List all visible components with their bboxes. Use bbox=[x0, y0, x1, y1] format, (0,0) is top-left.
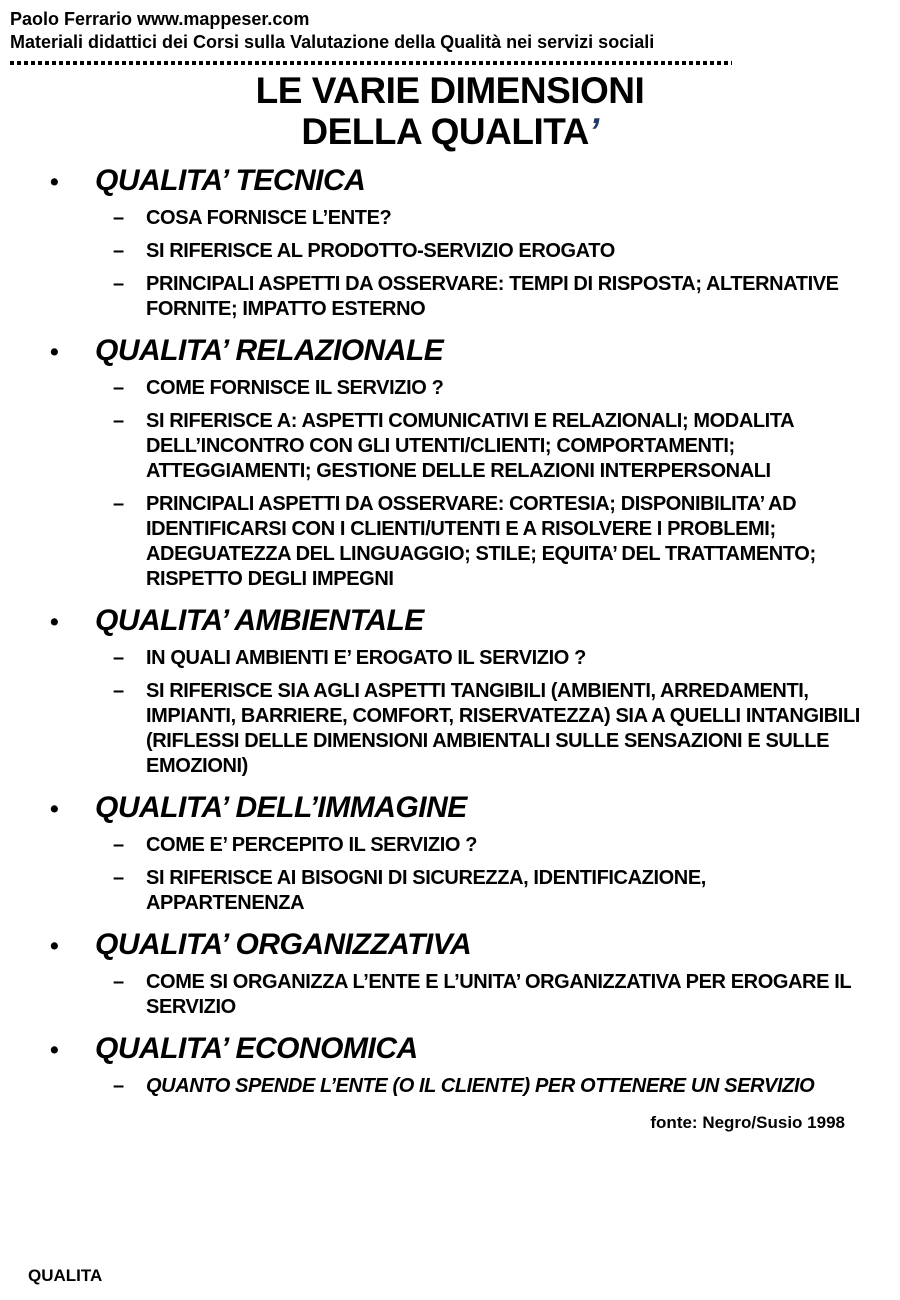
section-heading: QUALITA’ ORGANIZZATIVA bbox=[95, 928, 472, 961]
page-title-line2-text: DELLA QUALITA bbox=[301, 111, 589, 152]
list-item-text: COSA FORNISCE L’ENTE? bbox=[146, 207, 392, 229]
dash-icon: – bbox=[113, 1075, 125, 1097]
footer-label: QUALITA bbox=[28, 1266, 103, 1285]
dash-icon: – bbox=[113, 493, 125, 515]
dash-icon: – bbox=[113, 410, 125, 432]
section-heading-row bbox=[0, 1032, 900, 1066]
bullet-icon: • bbox=[50, 168, 59, 196]
title-apostrophe: ’ bbox=[588, 111, 599, 152]
section-heading-row bbox=[0, 164, 900, 198]
dashed-divider bbox=[10, 61, 732, 65]
dash-icon: – bbox=[113, 207, 125, 229]
page-title-line2 bbox=[0, 111, 900, 152]
bullet-icon: • bbox=[50, 338, 59, 366]
dash-icon: – bbox=[113, 971, 125, 993]
source-note: fonte: Negro/Susio 1998 bbox=[650, 1113, 845, 1132]
dash-icon: – bbox=[113, 834, 125, 856]
list-item bbox=[0, 679, 900, 779]
dash-icon: – bbox=[113, 240, 125, 262]
list-item bbox=[0, 970, 900, 1020]
list-item bbox=[0, 1074, 900, 1099]
document-header bbox=[0, 0, 900, 54]
section-qualita-relazionale bbox=[0, 334, 900, 592]
section-qualita-dell-immagine bbox=[0, 791, 900, 916]
list-item bbox=[0, 376, 900, 401]
list-item-text: PRINCIPALI ASPETTI DA OSSERVARE: TEMPI DI RISPOSTA; ALTERNATIVE FORNITE; IMPATTO ESTERNO bbox=[146, 273, 839, 320]
dash-icon: – bbox=[113, 867, 125, 889]
section-heading: QUALITA’ AMBIENTALE bbox=[95, 604, 424, 637]
list-item-text: QUANTO SPENDE L’ENTE (O IL CLIENTE) PER OTTENERE UN SERVIZIO bbox=[146, 1075, 815, 1097]
list-item-text: IN QUALI AMBIENTI E’ EROGATO IL SERVIZIO ? bbox=[146, 647, 586, 669]
section-heading: QUALITA’ ECONOMICA bbox=[95, 1032, 418, 1065]
bullet-icon: • bbox=[50, 795, 59, 823]
list-item-text: PRINCIPALI ASPETTI DA OSSERVARE: CORTESIA; DISPONIBILITA’ AD IDENTIFICARSI CON I CLIENTI/UTENTI E A RISOLVERE I PROBLEMI; ADEGUATEZZA DEL LINGUAGGIO; STILE; EQUITA’ DEL TRATTAMENTO; RISPETTO DEGLI IMPEGNI bbox=[146, 493, 816, 590]
section-heading: QUALITA’ DELL’IMMAGINE bbox=[95, 791, 467, 824]
section-heading: QUALITA’ TECNICA bbox=[95, 164, 366, 197]
section-heading-row bbox=[0, 334, 900, 368]
dash-icon: – bbox=[113, 680, 125, 702]
list-item bbox=[0, 866, 900, 916]
list-item-text: COME E’ PERCEPITO IL SERVIZIO ? bbox=[146, 834, 478, 856]
section-qualita-organizzativa bbox=[0, 928, 900, 1020]
list-item bbox=[0, 239, 900, 264]
list-item bbox=[0, 272, 900, 322]
bullet-icon: • bbox=[50, 608, 59, 636]
list-item-text: SI RIFERISCE SIA AGLI ASPETTI TANGIBILI (AMBIENTI, ARREDAMENTI, IMPIANTI, BARRIERE, COMFORT, RISERVATEZZA) SIA A QUELLI INTANGIBILI (RIFLESSI DELLE DIMENSIONI AMBIENTALI SULLE SENSAZIONI E SULLE EMOZIONI) bbox=[146, 680, 860, 777]
bullet-icon: • bbox=[50, 932, 59, 960]
list-item-text: COME SI ORGANIZZA L’ENTE E L’UNITA’ ORGANIZZATIVA PER EROGARE IL SERVIZIO bbox=[146, 971, 851, 1018]
section-qualita-economica bbox=[0, 1032, 900, 1099]
list-item bbox=[0, 833, 900, 858]
list-item-text: SI RIFERISCE A: ASPETTI COMUNICATIVI E RELAZIONALI; MODALITA DELL’INCONTRO CON GLI UTENTI/CLIENTI; COMPORTAMENTI; ATTEGGIAMENTI; GESTIONE DELLE RELAZIONI INTERPERSONALI bbox=[146, 410, 794, 482]
bullet-icon: • bbox=[50, 1036, 59, 1064]
dash-icon: – bbox=[113, 377, 125, 399]
section-qualita-ambientale bbox=[0, 604, 900, 779]
list-item-text: COME FORNISCE IL SERVIZIO ? bbox=[146, 377, 444, 399]
list-item bbox=[0, 409, 900, 484]
list-item bbox=[0, 492, 900, 592]
page-title bbox=[0, 70, 900, 152]
dash-icon: – bbox=[113, 273, 125, 295]
list-item bbox=[0, 206, 900, 231]
section-heading-row bbox=[0, 928, 900, 962]
section-heading-row bbox=[0, 604, 900, 638]
section-heading: QUALITA’ RELAZIONALE bbox=[95, 334, 444, 367]
dash-icon: – bbox=[113, 647, 125, 669]
bullet-list bbox=[0, 164, 900, 1099]
header-subtitle-line: Materiali didattici dei Corsi sulla Valutazione della Qualità nei servizi sociali bbox=[10, 32, 655, 52]
section-heading-row bbox=[0, 791, 900, 825]
list-item-text: SI RIFERISCE AL PRODOTTO-SERVIZIO EROGATO bbox=[146, 240, 615, 262]
list-item-text: SI RIFERISCE AI BISOGNI DI SICUREZZA, IDENTIFICAZIONE, APPARTENENZA bbox=[146, 867, 706, 914]
page-title-line1: LE VARIE DIMENSIONI bbox=[255, 70, 645, 111]
header-author-line: Paolo Ferrario www.mappeser.com bbox=[10, 9, 310, 29]
list-item bbox=[0, 646, 900, 671]
section-qualita-tecnica bbox=[0, 164, 900, 322]
